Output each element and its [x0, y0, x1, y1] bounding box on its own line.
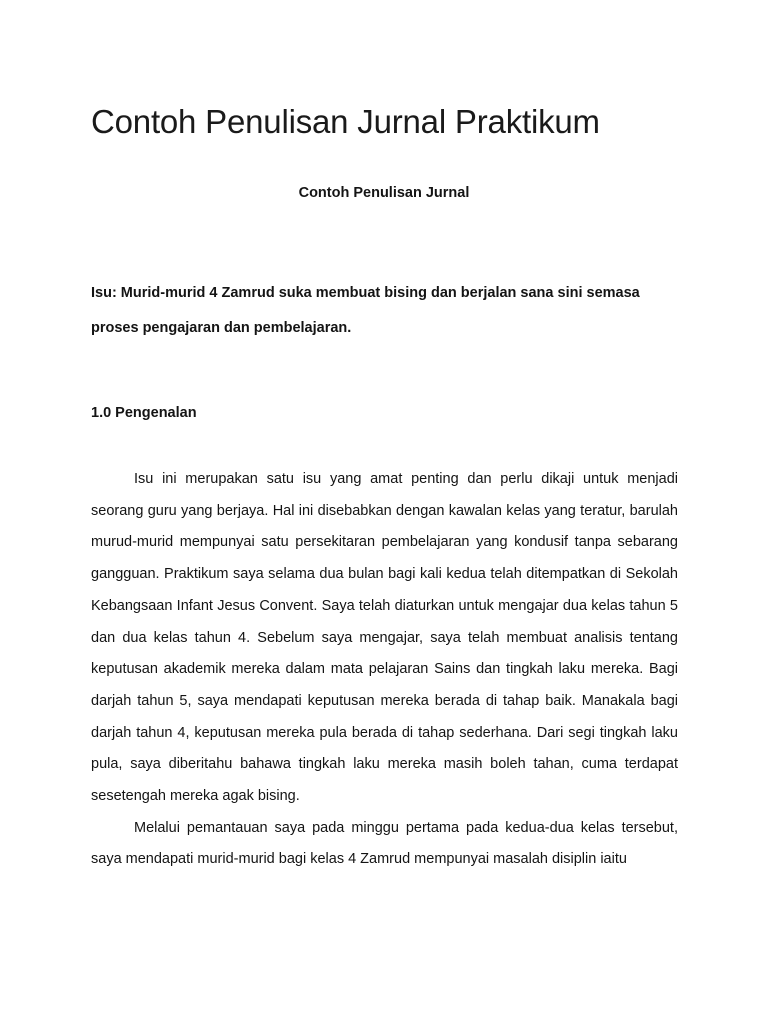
section-heading: 1.0 Pengenalan	[91, 405, 197, 421]
paragraph: Melalui pemantauan saya pada minggu pertama pada kedua-dua kelas tersebut, saya mendapati murid-murid bagi kelas 4 Zamrud mempunyai masalah disiplin iaitu	[91, 819, 678, 868]
body-text	[91, 464, 678, 876]
paragraph: Isu ini merupakan satu isu yang amat penting dan perlu dikaji untuk menjadi seorang guru yang berjaya. Hal ini disebabkan dengan kawalan kelas yang teratur, barulah murud-murid mempunyai satu persekitaran pembelajaran yang kondusif tanpa sebarang gangguan. Praktikum saya selama dua bulan bagi kali kedua telah ditempatkan di Sekolah Kebangsaan Infant Jesus Convent. Saya telah diaturkan untuk mengajar dua kelas tahun 5 dan dua kelas tahun 4. Sebelum saya mengajar, saya telah membuat analisis tentang keputusan akademik mereka dalam mata pelajaran Sains dan tingkah laku mereka. Bagi darjah tahun 5, saya mendapati keputusan mereka berada di tahap baik. Manakala bagi darjah tahun 4, keputusan mereka pula berada di tahap sederhana. Dari segi tingkah laku pula, saya diberitahu bahawa tingkah laku mereka masih boleh tahan, cuma terdapat sesetengah mereka agak bising.	[91, 471, 678, 805]
document-title: Contoh Penulisan Jurnal Praktikum	[91, 103, 600, 140]
issue-statement: Isu: Murid-murid 4 Zamrud suka membuat bising dan berjalan sana sini semasa proses pengajaran dan pembelajaran.	[91, 285, 640, 336]
document-subtitle: Contoh Penulisan Jurnal	[298, 185, 470, 201]
